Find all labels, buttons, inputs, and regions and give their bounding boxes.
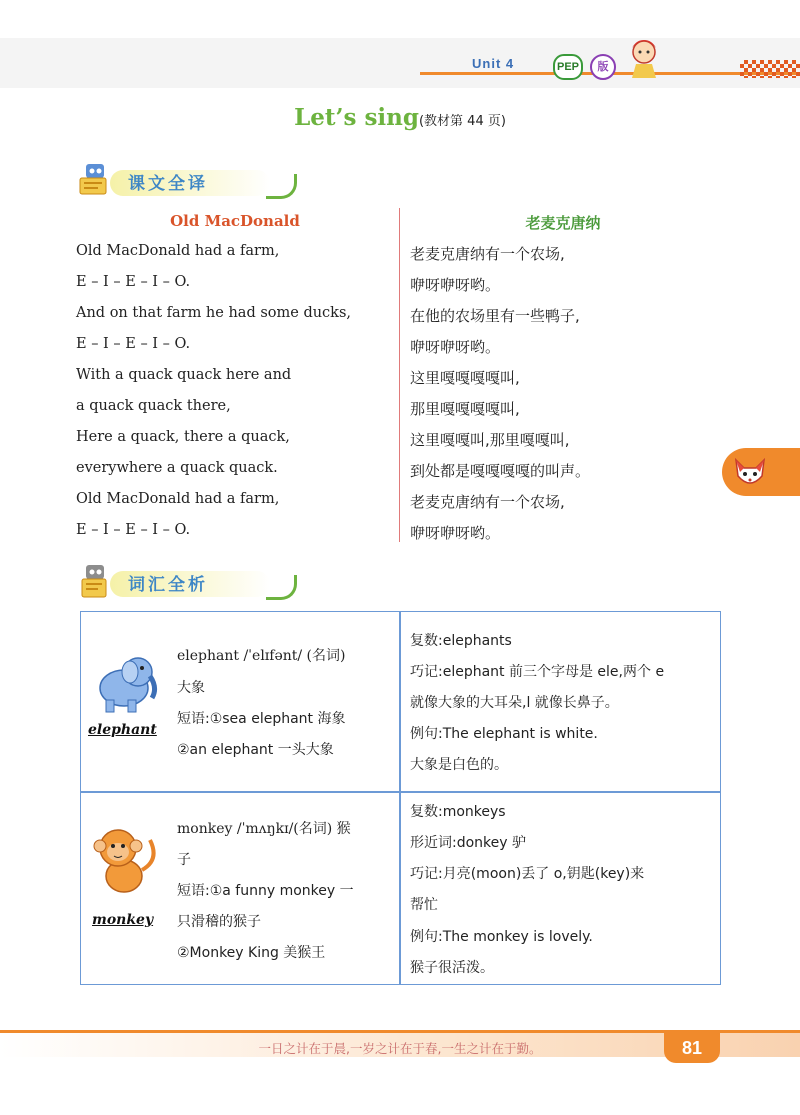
- page-title: [0, 104, 800, 131]
- vocab-note-line: 巧记:elephant 前三个字母是 ele,两个 e: [410, 664, 665, 680]
- vocab-table-column-rule: [399, 611, 401, 985]
- vocab-note-line: 猴子很活泼。: [410, 960, 494, 976]
- vocab-note-line: 例句:The elephant is white.: [410, 726, 598, 742]
- vocab-entry-line: ②an elephant 一头大象: [177, 742, 334, 758]
- vocab-entry-line: elephant /ˈelɪfənt/ (名词): [177, 648, 346, 664]
- footer-motto: 一日之计在于晨,一岁之计在于春,一生之计在于勤。: [258, 1041, 542, 1056]
- vocab-entry-line: 短语:①a funny monkey 一: [177, 883, 354, 899]
- vocab-entry-line: ②Monkey King 美猴王: [177, 945, 326, 961]
- lyric-line-en: E – I – E – I – O.: [76, 336, 191, 352]
- fox-mascot-icon: [730, 452, 770, 492]
- section-curl: [266, 174, 297, 199]
- vocab-note-line: 例句:The monkey is lovely.: [410, 929, 593, 945]
- robot-reader-icon: [76, 561, 116, 601]
- unit-label: Unit 4: [472, 56, 515, 71]
- vocab-note-line: 就像大象的大耳朵,l 就像长鼻子。: [410, 695, 619, 711]
- lyric-line-cn: 到处都是嘎嘎嘎嘎的叫声。: [410, 462, 591, 480]
- lyric-line-cn: 这里嘎嘎叫,那里嘎嘎叫,: [410, 431, 570, 449]
- lyric-line-cn: 这里嘎嘎嘎嘎叫,: [410, 369, 520, 387]
- lyric-line-en: everywhere a quack quack.: [76, 460, 278, 476]
- lyric-line-cn: 那里嘎嘎嘎嘎叫,: [410, 400, 520, 418]
- vocab-note-line: 复数:monkeys: [410, 804, 506, 820]
- vocab-note-line: 形近词:donkey 驴: [410, 835, 526, 851]
- vocab-note-line: 帮忙: [410, 897, 438, 913]
- column-divider: [399, 208, 400, 542]
- vocab-entry-line: 大象: [177, 680, 205, 696]
- vocab-entry-line: 子: [177, 852, 191, 868]
- lyric-line-en: a quack quack there,: [76, 398, 231, 414]
- monkey-icon: [86, 820, 160, 898]
- lyric-line-en: Here a quack, there a quack,: [76, 429, 290, 445]
- section-curl: [266, 575, 297, 600]
- picture-word: elephant: [88, 722, 157, 738]
- vocab-entry-line: 只滑稽的猴子: [177, 914, 261, 930]
- vocab-note-line: 巧记:月亮(moon)丢了 o,钥匙(key)来: [410, 866, 645, 882]
- lyric-line-en: Old MacDonald had a farm,: [76, 491, 280, 507]
- vocab-entry-line: 短语:①sea elephant 海象: [177, 711, 346, 727]
- lyric-line-en: With a quack quack here and: [76, 367, 292, 383]
- page-number: 81: [664, 1033, 720, 1063]
- lyric-line-en: And on that farm he had some ducks,: [76, 305, 352, 321]
- lyric-line-cn: 咿呀咿呀哟。: [410, 524, 501, 542]
- title-ref: (教材第 44 页): [418, 114, 506, 129]
- lyric-line-cn: 咿呀咿呀哟。: [410, 276, 501, 294]
- title-main: Let’s sing: [294, 104, 419, 131]
- robot-reader-icon: [76, 160, 116, 200]
- song-title-cn: 老麦克唐纳: [525, 214, 601, 232]
- vocab-note-line: 大象是白色的。: [410, 757, 508, 773]
- lyric-line-cn: 在他的农场里有一些鸭子,: [410, 307, 580, 325]
- lyric-line-en: Old MacDonald had a farm,: [76, 243, 280, 259]
- checker-decoration: [740, 60, 800, 78]
- lyric-line-cn: 老麦克唐纳有一个农场,: [410, 245, 565, 263]
- lyric-line-en: E – I – E – I – O.: [76, 522, 191, 538]
- song-title-en: Old MacDonald: [170, 212, 300, 230]
- edition-badge: 版: [590, 54, 616, 80]
- cartoon-girl-icon: [622, 34, 666, 80]
- picture-word: monkey: [92, 912, 154, 928]
- header-band: [0, 38, 800, 88]
- elephant-icon: [86, 648, 160, 716]
- lyric-line-cn: 老麦克唐纳有一个农场,: [410, 493, 565, 511]
- lyric-line-cn: 咿呀咿呀哟。: [410, 338, 501, 356]
- vocab-entry-line: monkey /ˈmʌŋkɪ/(名词) 猴: [177, 821, 351, 837]
- lyric-line-en: E – I – E – I – O.: [76, 274, 191, 290]
- section-header-translation: [76, 160, 316, 200]
- pep-badge: PEP: [553, 54, 583, 80]
- vocab-note-line: 复数:elephants: [410, 633, 512, 649]
- section-title: 课文全译: [128, 174, 208, 194]
- vocab-table-row-rule: [80, 791, 721, 793]
- section-header-vocab: [76, 561, 316, 601]
- section-title: 词汇全析: [128, 575, 208, 595]
